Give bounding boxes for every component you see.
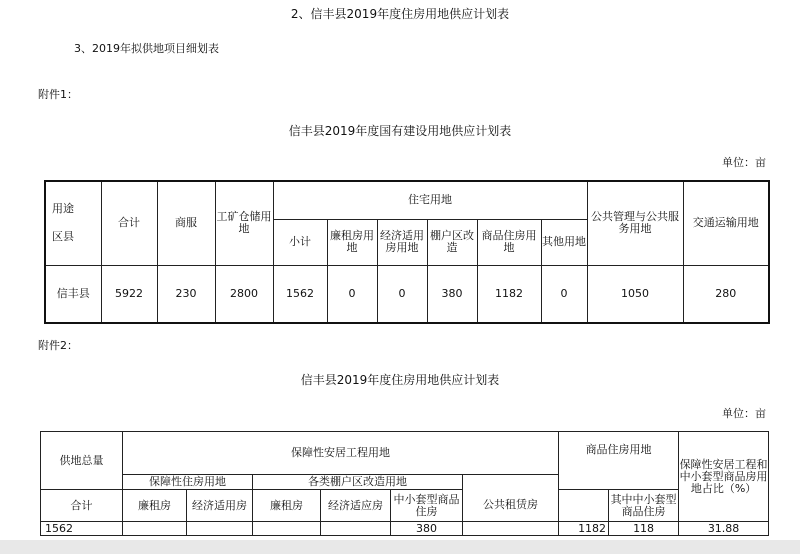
cell-low-rent-1 bbox=[123, 522, 187, 536]
table-row bbox=[45, 265, 769, 323]
header-industrial: 工矿仓储用地 bbox=[215, 181, 273, 265]
header-affordable: 经济适用房用地 bbox=[377, 219, 427, 265]
header-low-rent: 廉租房用地 bbox=[327, 219, 377, 265]
land-supply-table bbox=[44, 180, 770, 324]
header-small-commercial: 中小套型商品住房 bbox=[391, 490, 463, 522]
header-guarantee-housing: 保障性住房用地 bbox=[123, 475, 253, 490]
header-low-rent-1: 廉租房 bbox=[123, 490, 187, 522]
cell-commercial-housing-2: 1182 bbox=[559, 522, 609, 536]
header-public: 公共管理与公共服务用地 bbox=[587, 181, 683, 265]
header-total: 合计 bbox=[101, 181, 157, 265]
header-commercial-housing-2: 商品住房用地 bbox=[559, 432, 679, 490]
attachment-2-label: 附件2： bbox=[38, 339, 78, 352]
cell-other: 0 bbox=[541, 265, 587, 323]
header-public-rental: 公共租赁房 bbox=[463, 490, 559, 522]
header-commercial-housing: 商品住房用地 bbox=[477, 219, 541, 265]
cell-shanty: 380 bbox=[427, 265, 477, 323]
header-shanty: 棚户区改造 bbox=[427, 219, 477, 265]
cell-transport: 280 bbox=[683, 265, 769, 323]
header-commercial: 商服 bbox=[157, 181, 215, 265]
cell-low-rent: 0 bbox=[327, 265, 377, 323]
cell-small-commercial: 380 bbox=[391, 522, 463, 536]
header-blank bbox=[463, 475, 559, 490]
cell-ratio: 31.88 bbox=[679, 522, 769, 536]
cell-subtotal: 1562 bbox=[273, 265, 327, 323]
cell-commercial-housing: 1182 bbox=[477, 265, 541, 323]
cell-affordable: 0 bbox=[377, 265, 427, 323]
table-2-unit: 单位：亩 bbox=[722, 407, 766, 420]
bottom-scroll-area bbox=[0, 540, 800, 554]
table-1-unit: 单位：亩 bbox=[722, 156, 766, 169]
corner-bottom-label: 区县 bbox=[52, 230, 74, 244]
header-total-2: 合计 bbox=[41, 490, 123, 522]
housing-supply-table bbox=[40, 431, 769, 536]
header-affordable-1: 经济适用房 bbox=[187, 490, 253, 522]
header-guarantee: 保障性安居工程用地 bbox=[123, 432, 559, 475]
cell-total: 5922 bbox=[101, 265, 157, 323]
attachment-1-label: 附件1： bbox=[38, 88, 78, 101]
header-shanty-types: 各类棚户区改造用地 bbox=[253, 475, 463, 490]
cell-affordable-2 bbox=[321, 522, 391, 536]
cell-public: 1050 bbox=[587, 265, 683, 323]
header-commercial-blank bbox=[559, 490, 609, 522]
cell-affordable-1 bbox=[187, 522, 253, 536]
header-total-supply: 供地总量 bbox=[41, 432, 123, 490]
table-2-title: 信丰县2019年度住房用地供应计划表 bbox=[300, 373, 500, 387]
heading-project-list: 3、2019年拟供地项目细划表 bbox=[74, 42, 219, 55]
corner-cell bbox=[45, 181, 101, 265]
header-subtotal: 小计 bbox=[273, 219, 327, 265]
header-low-rent-2: 廉租房 bbox=[253, 490, 321, 522]
table-1-title: 信丰县2019年度国有建设用地供应计划表 bbox=[288, 124, 512, 138]
header-transport: 交通运输用地 bbox=[683, 181, 769, 265]
cell-total-2: 1562 bbox=[41, 522, 123, 536]
cell-commercial: 230 bbox=[157, 265, 215, 323]
cell-county: 信丰县 bbox=[45, 265, 101, 323]
cell-public-rental bbox=[463, 522, 559, 536]
header-of-which-small: 其中中小套型商品住房 bbox=[609, 490, 679, 522]
cell-of-which-small: 118 bbox=[609, 522, 679, 536]
cell-low-rent-2 bbox=[253, 522, 321, 536]
cell-industrial: 2800 bbox=[215, 265, 273, 323]
table-row bbox=[41, 522, 769, 536]
header-ratio: 保障性安居工程和中小套型商品房用地占比（%） bbox=[679, 432, 769, 522]
header-affordable-2: 经济适应房 bbox=[321, 490, 391, 522]
heading-housing-plan: 2、信丰县2019年度住房用地供应计划表 bbox=[290, 7, 510, 21]
corner-top-label: 用途 bbox=[52, 202, 74, 216]
header-residential: 住宅用地 bbox=[273, 181, 587, 219]
header-other: 其他用地 bbox=[541, 219, 587, 265]
